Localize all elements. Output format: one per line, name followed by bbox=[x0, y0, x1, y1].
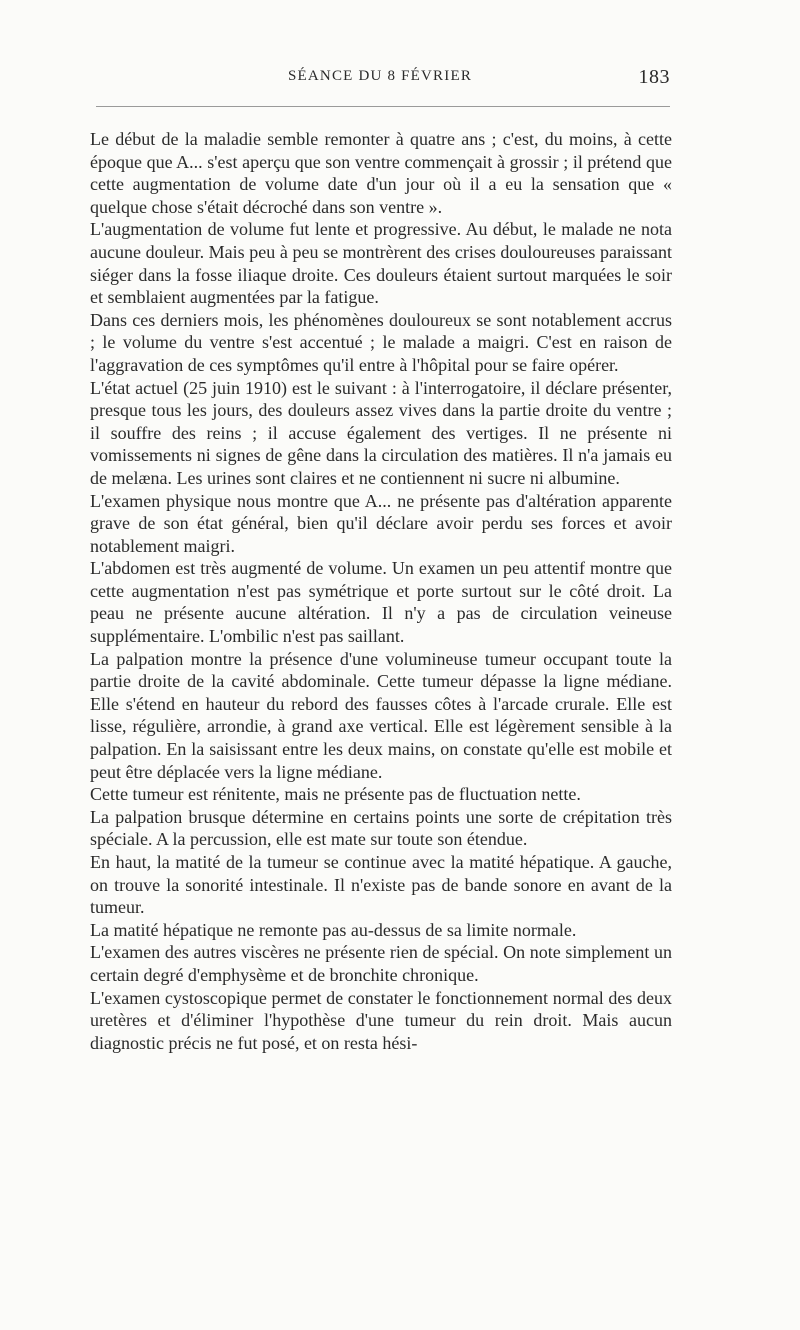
paragraph: L'examen physique nous montre que A... ne présente pas d'altération apparente grave de son état général, bien qu'il déclare avoir perdu ses forces et avoir notablement maigri. bbox=[90, 490, 672, 556]
paragraph: La matité hépatique ne remonte pas au-dessus de sa limite normale. bbox=[90, 919, 577, 940]
paragraph: L'abdomen est très augmenté de volume. Un examen un peu attentif montre que cette augmentation n'est pas symétrique et porte surtout sur le côté droit. La peau ne présente aucune altération. Il n'y a pas de circulation veineuse supplémentaire. L'ombilic n'est pas saillant. bbox=[90, 558, 672, 647]
paragraph: La palpation brusque détermine en certains points une sorte de crépitation très spéciale. A la percussion, elle est mate sur toute son étendue. bbox=[90, 806, 672, 850]
paragraph: Dans ces derniers mois, les phénomènes douloureux se sont notablement accrus ; le volume du ventre s'est accentué ; le malade a maigri. C'est en raison de l'aggravation de ces symptômes qu'il entre à l'hôpital pour se faire opérer. bbox=[90, 309, 672, 375]
paragraph: L'augmentation de volume fut lente et progressive. Au début, le malade ne nota aucune douleur. Mais peu à peu se montrèrent des crises douloureuses paraissant siéger dans la fosse iliaque droite. Ces douleurs étaient surtout marquées le soir et semblaient augmentées par la fatigue. bbox=[90, 219, 672, 308]
paragraph: L'examen des autres viscères ne présente rien de spécial. On note simplement un certain degré d'emphysème et de bronchite chronique. bbox=[90, 942, 672, 985]
body-text bbox=[90, 128, 672, 1054]
paragraph: L'examen cystoscopique permet de constater le fonctionnement normal des deux uretères et d'éliminer l'hypothèse d'une tumeur du rein droit. Mais aucun diagnostic précis ne fut posé, et on resta hési- bbox=[90, 987, 672, 1053]
header-rule bbox=[96, 106, 670, 107]
paragraph: Le début de la maladie semble remonter à quatre ans ; c'est, du moins, à cette époque que A... s'est aperçu que son ventre commençait à grossir ; il prétend que cette augmentation de volume date d'un jour où il a eu la sensation que « quelque chose s'était décroché dans son ventre ». bbox=[90, 129, 672, 217]
paragraph: En haut, la matité de la tumeur se continue avec la matité hépatique. A gauche, on trouve la sonorité intestinale. Il n'existe pas de bande sonore en avant de la tumeur. bbox=[90, 852, 672, 918]
paragraph: La palpation montre la présence d'une volumineuse tumeur occupant toute la partie droite de la cavité abdominale. Cette tumeur dépasse la ligne médiane. Elle s'étend en hauteur du rebord des fausses côtes à l'arcade crurale. Elle est lisse, régulière, arrondie, à grand axe vertical. Elle est légèrement sensible à la palpation. En la saisissant entre les deux mains, on constate qu'elle est mobile et peut être déplacée vers la ligne médiane. bbox=[90, 648, 672, 782]
running-header bbox=[90, 68, 670, 94]
paragraph: Cette tumeur est rénitente, mais ne présente pas de fluctuation nette. bbox=[90, 784, 581, 805]
page-number: 183 bbox=[638, 66, 670, 88]
running-title: SÉANCE DU 8 FÉVRIER bbox=[287, 68, 473, 84]
paragraph: L'état actuel (25 juin 1910) est le suivant : à l'interrogatoire, il déclare présenter, presque tous les jours, des douleurs assez vives dans la partie droite du ventre ; il souffre des reins ; il accuse également des vertiges. Il ne présente ni vomissements ni signes de gêne dans la circulation des matières. Il n'a jamais eu de melæna. Les urines sont claires et ne contiennent ni sucre ni albumine. bbox=[90, 377, 672, 488]
